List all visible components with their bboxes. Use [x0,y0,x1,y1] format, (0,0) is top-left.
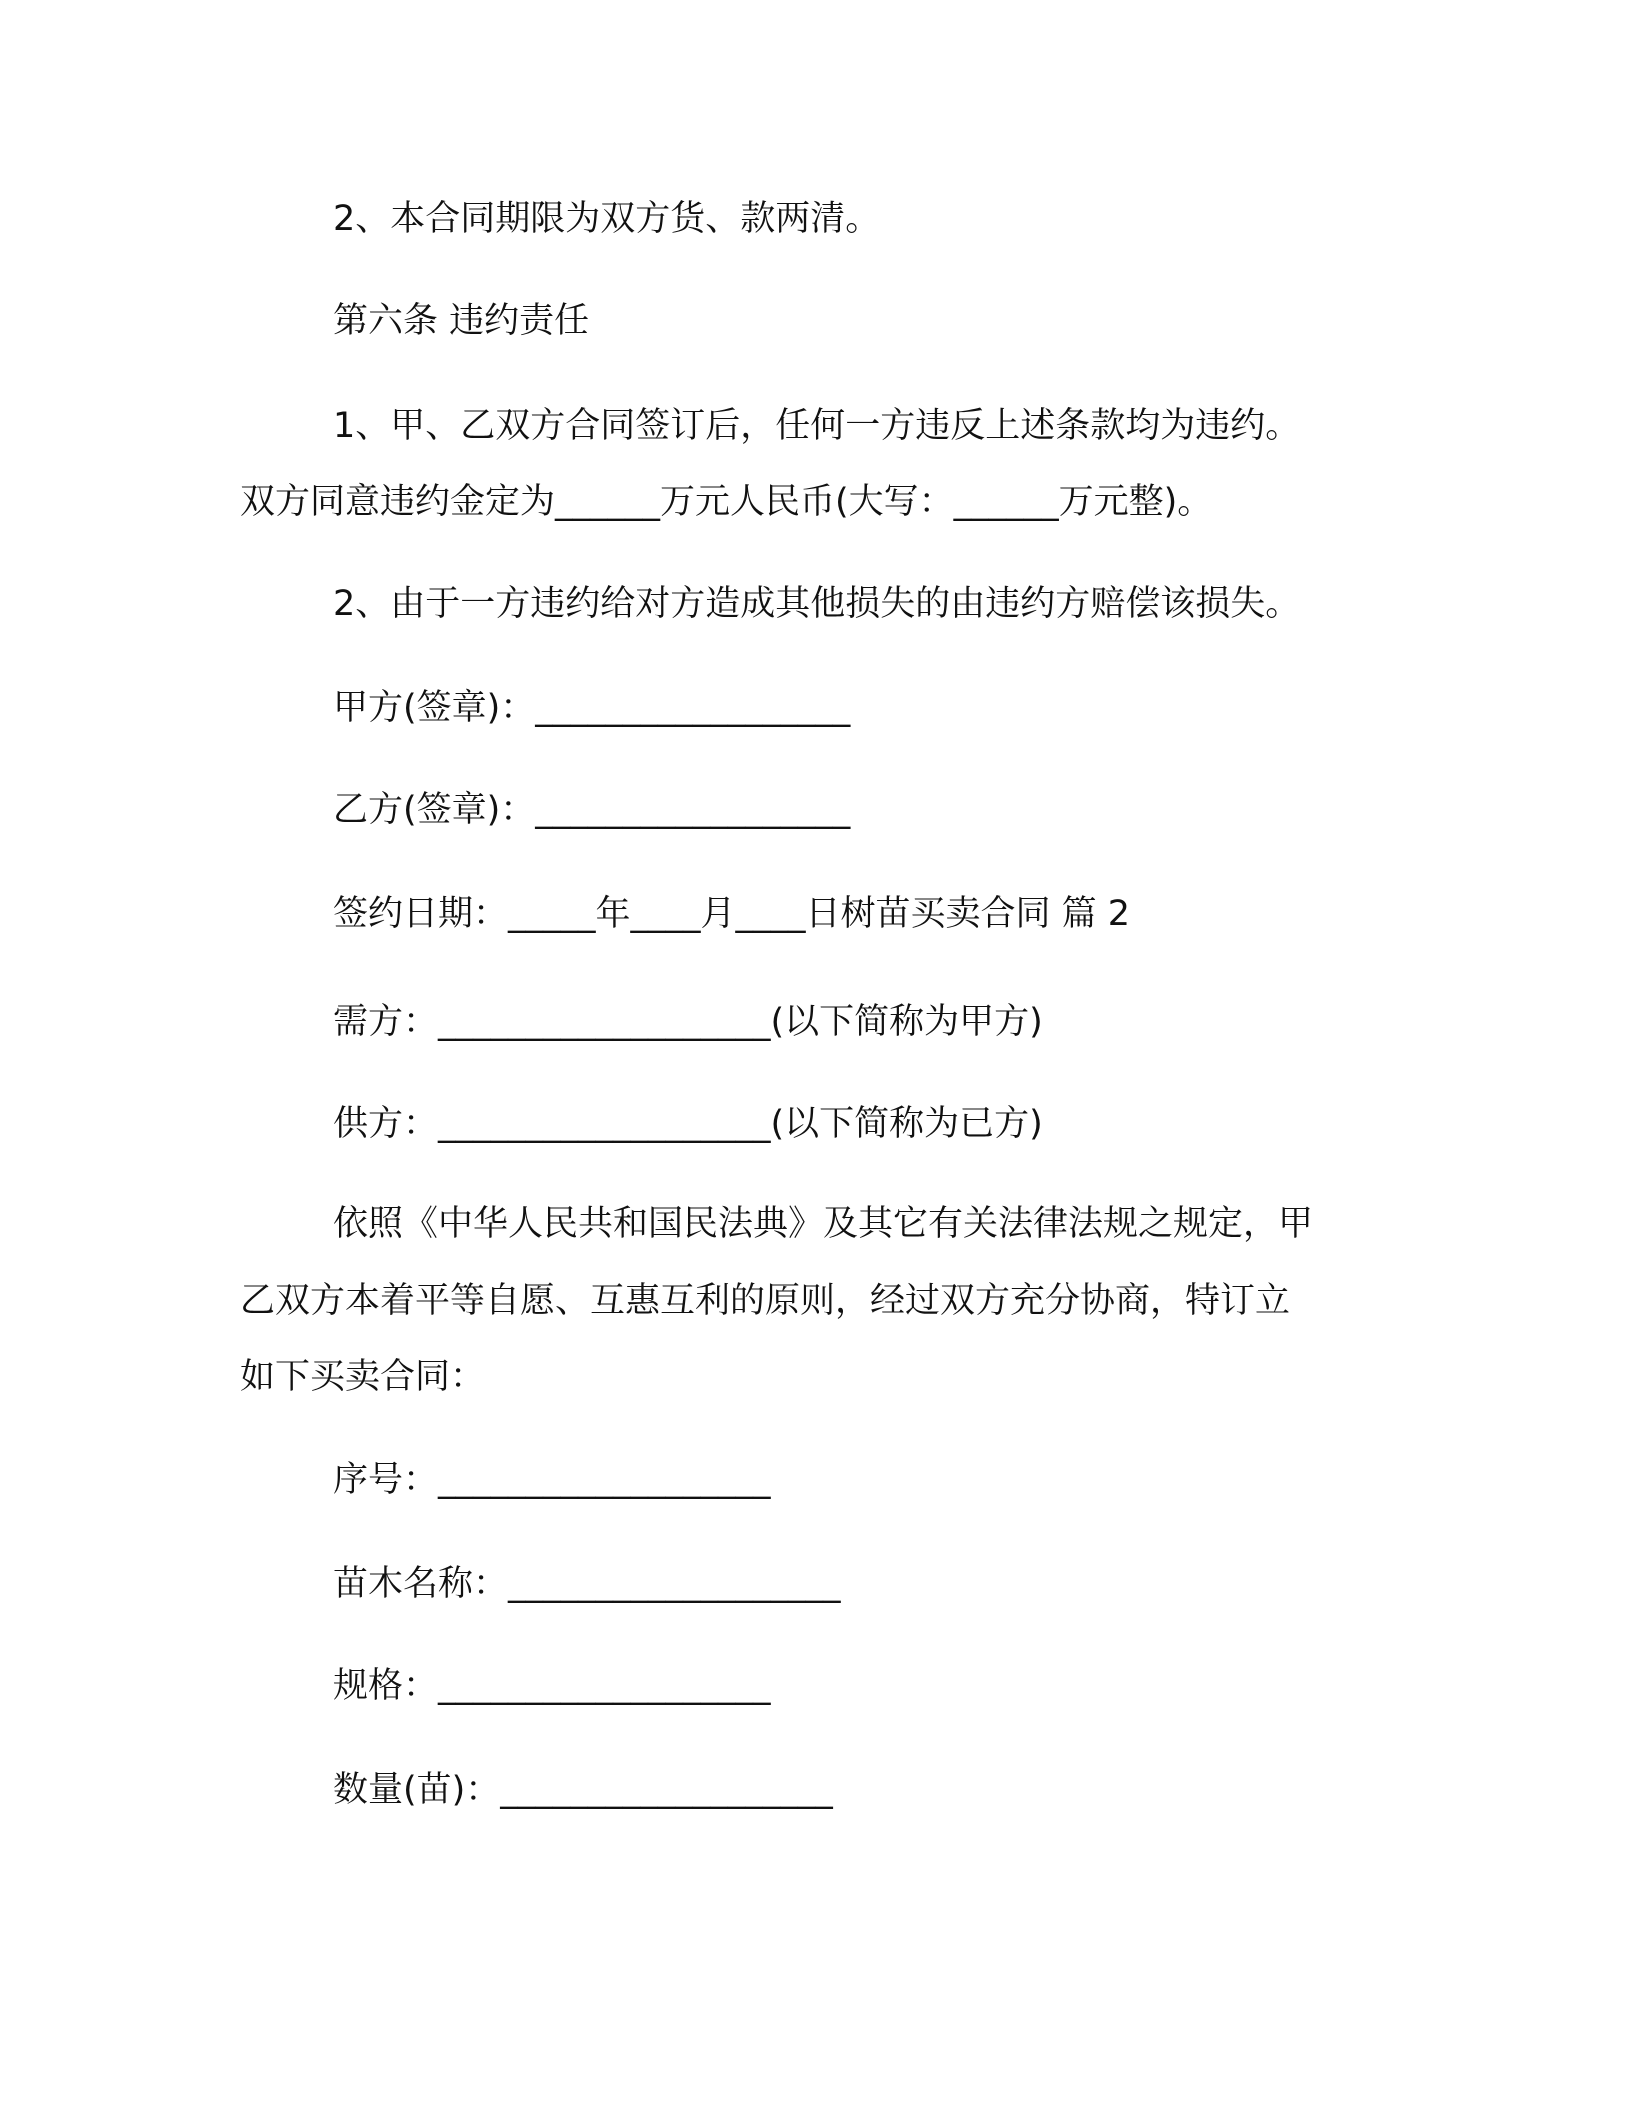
party-b-signature-field: 乙方(签章)：__________________ [333,790,851,830]
breach-clause-1-line-1: 1、甲、乙双方合同签订后，任何一方违反上述条款均为违约。 [333,406,1301,446]
preamble-line-3: 如下买卖合同： [240,1357,486,1397]
preamble-line-2: 乙双方本着平等自愿、互惠互利的原则，经过双方充分协商，特订立 [240,1281,1291,1321]
breach-clause-1-line-2: 双方同意违约金定为______万元人民币(大写：______万元整)。 [240,482,1213,522]
serial-number-field: 序号：___________________ [333,1460,771,1500]
quantity-field: 数量(苗)：___________________ [333,1770,833,1810]
preamble-line-1: 依照《中华人民共和国民法典》及其它有关法律法规之规定，甲 [333,1204,1314,1244]
breach-clause-2: 2、由于一方违约给对方造成其他损失的由违约方赔偿该损失。 [333,584,1301,624]
specification-field: 规格：___________________ [333,1666,771,1706]
supplier-field: 供方：___________________(以下简称为已方) [333,1104,1043,1144]
seedling-name-field: 苗木名称：___________________ [333,1564,841,1604]
clause-term-text: 2、本合同期限为双方货、款两清。 [333,199,881,239]
party-a-signature-field: 甲方(签章)：__________________ [333,688,851,728]
buyer-field: 需方：___________________(以下简称为甲方) [333,1002,1043,1042]
article-six-heading: 第六条 违约责任 [333,301,590,341]
signing-date-field: 签约日期：_____年____月____日树苗买卖合同 篇 2 [333,894,1131,934]
